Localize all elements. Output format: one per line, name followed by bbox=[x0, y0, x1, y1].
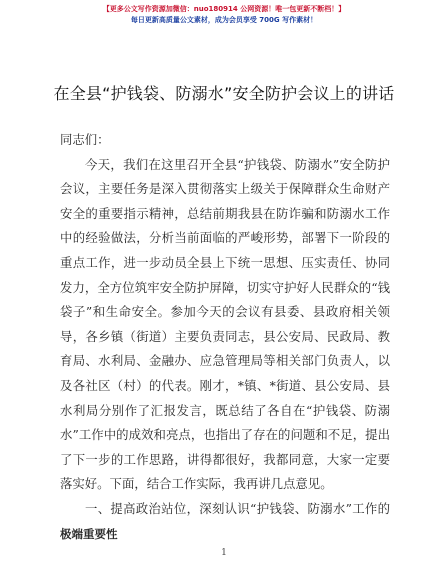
document-body bbox=[60, 128, 390, 546]
document-title: 在全县“护钱袋、防溺水”安全防护会议上的讲话 bbox=[53, 84, 395, 103]
section-heading-1 bbox=[60, 497, 390, 546]
salutation: 同志们： bbox=[60, 132, 110, 147]
section-heading-1-emphasis: 极端重要性 bbox=[60, 526, 118, 541]
promo-banner-line1: 【更多公文写作资源加微信：nuo180914 公网资源！唯一包更新不断档！】 bbox=[102, 5, 346, 13]
promo-banner-line2: 每日更新高质量公文素材，成为会员享受 700G 写作素材！ bbox=[130, 16, 318, 24]
section-heading-1-text: 一、提高政治站位，深刻认识“护钱袋、防溺水”工作的 bbox=[85, 500, 390, 516]
paragraph-1: 今天，我们在这里召开全县“护钱袋、防溺水”安全防护会议，主要任务是深入贯彻落实上级关于保障群众生命财产安全的重要指示精神，总结前期我县在防诈骗和防溺水工作中的经验做法，分析当前面临的严峻形势，部署下一阶段的重点工作，进一步动员全县上下统一思想、压实责任、协同发力，全方位筑牢安全防护屏障，切实守护好人民群众的“钱袋子”和生命安全。参加今天的会议有县委、县政府相关领导，各乡镇（街道）主要负责同志，县公安局、民政局、教育局、水利局、金融办、应急管理局等相关部门负责人，以及各社区（村）的代表。刚才，*镇、*街道、县公安局、县水利局分别作了汇报发言，既总结了各自在“护钱袋、防溺水”工作中的成效和亮点，也指出了存在的问题和不足，提出了下一步的工作思路，讲得都很好，我都同意，大家一定要落实好。下面，结合工作实际，我再讲几点意见。 bbox=[60, 156, 390, 492]
page-number: 1 bbox=[221, 548, 227, 558]
promo-banner bbox=[0, 4, 448, 26]
